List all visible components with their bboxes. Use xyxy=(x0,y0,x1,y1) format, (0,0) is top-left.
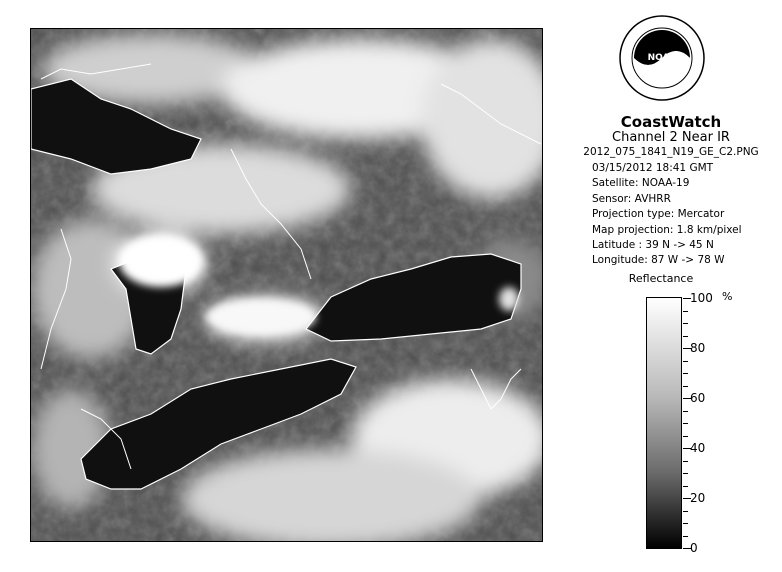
colorbar-label: Reflectance xyxy=(628,272,694,285)
colorbar-tick xyxy=(683,386,688,387)
colorbar-unit: % xyxy=(722,290,733,303)
colorbar-tick xyxy=(683,436,688,437)
colorbar-tick-label: 100 xyxy=(690,291,713,305)
colorbar-tick xyxy=(683,411,688,412)
colorbar-tick-label: 20 xyxy=(690,491,706,505)
channel-subtitle: Channel 2 Near IR xyxy=(612,130,730,145)
colorbar-tick xyxy=(683,373,688,374)
sensor: Sensor: AVHRR xyxy=(592,192,671,205)
colorbar-tick xyxy=(683,461,688,462)
latitude-range: Latitude : 39 N -> 45 N xyxy=(592,239,714,252)
projection-type: Projection type: Mercator xyxy=(592,208,725,221)
map-projection: Map projection: 1.8 km/pixel xyxy=(592,223,742,236)
colorbar-tick xyxy=(683,536,688,537)
colorbar-tick-label: 60 xyxy=(690,391,706,405)
colorbar-tick-label: 80 xyxy=(690,341,706,355)
logo-text: NOAA xyxy=(647,53,677,63)
colorbar-tick xyxy=(683,473,688,474)
colorbar-tick-label: 0 xyxy=(690,541,698,555)
colorbar-tick xyxy=(683,323,688,324)
colorbar-tick xyxy=(683,486,688,487)
colorbar-tick-label: 40 xyxy=(690,441,706,455)
colorbar-tick xyxy=(683,311,688,312)
file-name: 2012_075_1841_N19_GE_C2.PNG xyxy=(583,146,759,158)
longitude-range: Longitude: 87 W -> 78 W xyxy=(592,254,725,267)
datetime: 03/15/2012 18:41 GMT xyxy=(592,162,714,174)
reflectance-colorbar xyxy=(646,297,682,549)
colorbar-tick xyxy=(683,511,688,512)
satellite: Satellite: NOAA-19 xyxy=(592,177,690,190)
product-title: CoastWatch xyxy=(620,113,722,131)
colorbar-tick xyxy=(683,361,688,362)
colorbar-tick xyxy=(683,336,688,337)
noaa-logo xyxy=(618,14,706,106)
colorbar-tick xyxy=(683,423,688,424)
colorbar-tick xyxy=(683,523,688,524)
metadata-block xyxy=(592,161,742,269)
satellite-image xyxy=(30,28,543,542)
